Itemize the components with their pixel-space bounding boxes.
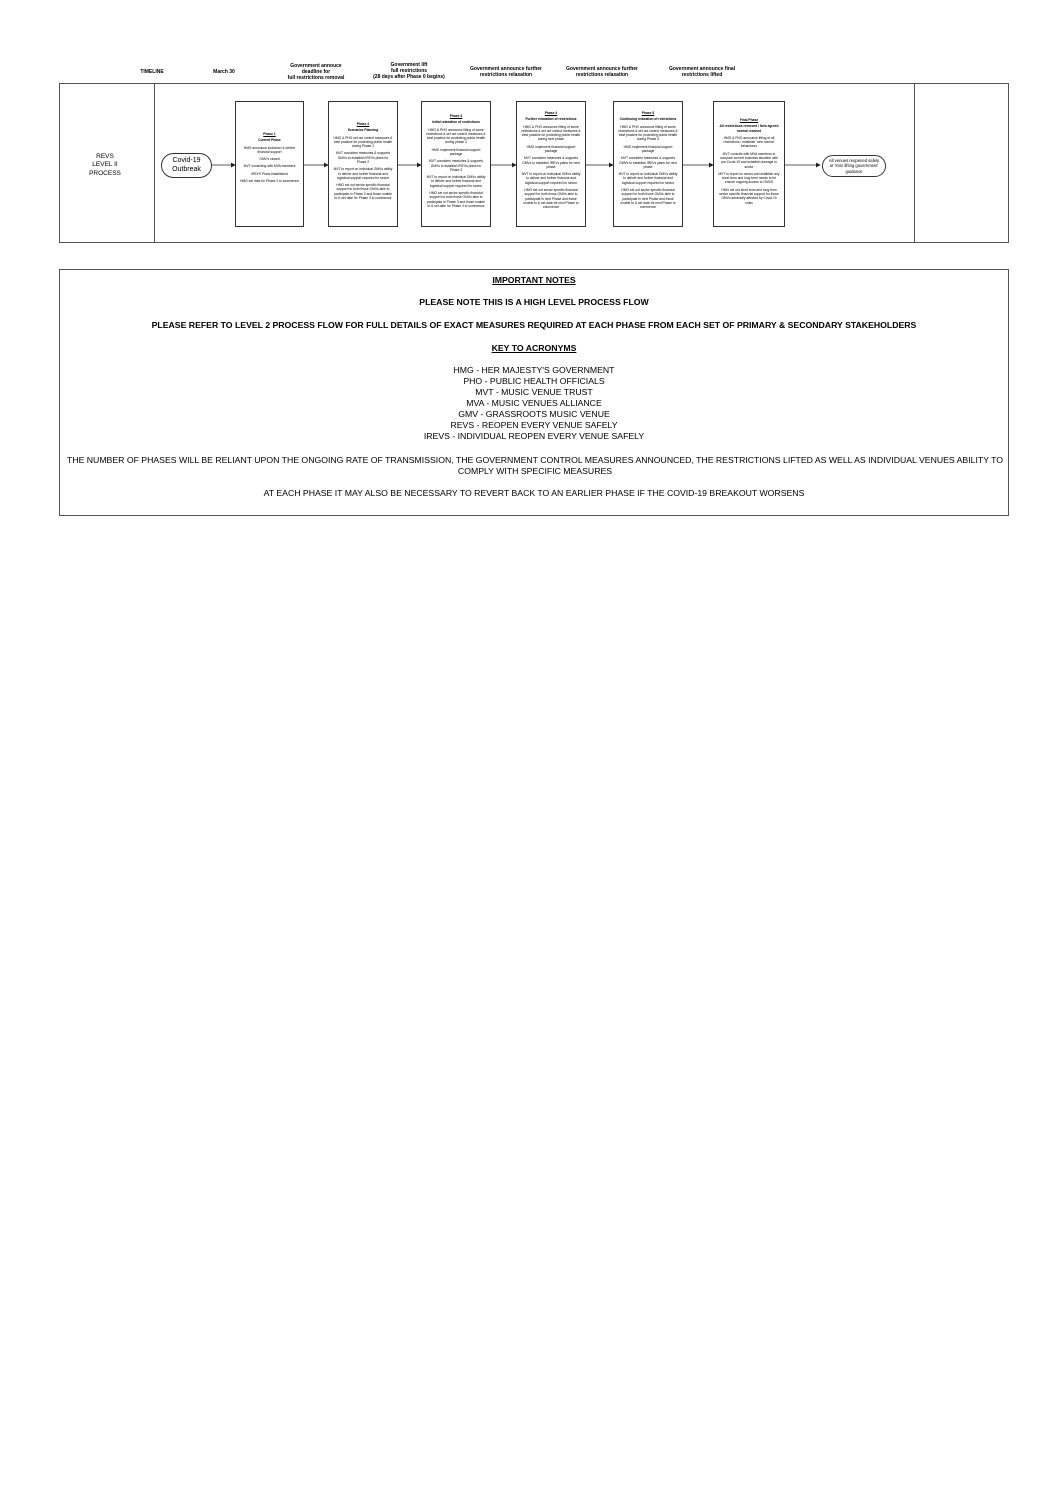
timeline-event-1: March 30 (213, 69, 235, 75)
phase-step: HMG announce lockdown & deliver financial support (243, 145, 296, 154)
phase-4-box (516, 101, 586, 227)
phase-step: HMG set out sector specific financial support for both those GMVs able to participate in Phase 2 and those unable to & set date for Phase 3 to commence (334, 183, 392, 200)
phase-step: HMG set out short term and long term sector specific financial support for those GMVs adversely affected by Covid-19 crisis (719, 187, 779, 205)
phase-5-box (613, 101, 683, 227)
acronym-item: GMV - GRASSROOTS MUSIC VENUE (458, 409, 610, 419)
phase-subtitle: Current Phase (258, 138, 281, 143)
notes-refer-level2: PLEASE REFER TO LEVEL 2 PROCESS FLOW FOR FULL DETAILS OF EXACT MEASURES REQUIRED AT EACH PHASE FROM EACH SET OF PRIMARY & SECONDARY STAKEHOLDERS (151, 320, 917, 330)
phase-step: MVT to report on individual GMVs ability to deliver and further financial and logistical support required for sector (333, 167, 393, 180)
phase-step: HMG implement financial support package (623, 144, 673, 153)
timeline-event-6: Government announce final restrictions lifted (668, 66, 736, 78)
timeline-event-5: Government announce further restrictions relaxation (566, 66, 638, 78)
lane-label-line: LEVEL II (92, 161, 118, 169)
acronyms-heading: KEY TO ACRONYMS (491, 343, 577, 353)
phase-subtitle: Further relaxation of restrictions (525, 117, 577, 122)
phase-step: MVT considers measures & supports GMVs to establish IREVs plans for Phase 3 (429, 159, 483, 172)
phase-step: HMG & PHO announce lifting of some restrictions & set out control measures & best practice for protecting public health during next phase (521, 124, 581, 142)
phase-step: MVT to report on individual GMVs ability to deliver and further financial and logistical support required for sector (618, 172, 678, 185)
phase-step: HMG & PHO set out control measures & best practice for protecting public health during Phase 2 (333, 135, 393, 149)
phase-3-box (421, 101, 491, 227)
phase-step: HMG & PHO announce lifting of some restrictions & set out control measures & best practice for protecting public health during phase 3 (426, 127, 486, 145)
phase-step: IREVS Plans established (251, 171, 288, 176)
phase-title: Phase 3 (449, 114, 463, 118)
acronym-item: MVT - MUSIC VENUE TRUST (475, 387, 593, 397)
phase-subtitle: Scenarios Planning (347, 128, 379, 133)
phase-step: HMG implement financial support package (431, 147, 481, 156)
phase-step: HMG & PHO announce lifting of all restrictions / establish 'new normal' behaviours (723, 135, 775, 149)
acronym-item: MVA - MUSIC VENUES ALLIANCE (466, 398, 602, 408)
phase-step: HMG set date for Phase 2 to commence (240, 178, 299, 183)
phase-title: Phase 2 (356, 122, 370, 126)
phase-subtitle: Continuing relaxation of restrictions (619, 117, 677, 122)
phases-note: THE NUMBER OF PHASES WILL BE RELIANT UPON THE ONGOING RATE OF TRANSMISSION, THE GOVERNMENT CONTROL MEASURES ANNOUNCED, THE RESTRICTIONS LIFTED AS WELL AS INDIVIDUAL VENUES ABILITY TO COMPLY WITH SPECIFIC MEASURES (66, 455, 1003, 477)
phase-step: GMV's closed (259, 157, 280, 162)
phase-2-box (328, 101, 398, 227)
timeline-event-3: Government lift full restrictions (28 days after Phase 0 begins) (373, 62, 445, 80)
important-notes-panel (59, 269, 1009, 516)
phase-step: HMG set out sector specific financial support for both those GMVs able to participate in next Phase and those unable to & set date for next Phase to commence (523, 187, 579, 210)
phase-step: MVT considers measures & supports GMVs to establish IREVs plans for Phase 2 (336, 151, 390, 164)
phase-step: HMG set out sector specific financial support for both those GMVs able to participate in Phase 3 and those unable to & set date for Phase 4 to commence (427, 190, 485, 208)
phase-title: Final Phase (739, 118, 759, 122)
acronym-item: REVS - REOPEN EVERY VENUE SAFELY (450, 420, 618, 430)
phase-subtitle: Initial relaxation of restrictions (432, 120, 480, 125)
timeline-label: TIMELINE (140, 69, 164, 75)
timeline-event-4: Government announce further restrictions relaxation (470, 66, 542, 78)
phase-step: MVT to report on individual GMVs ability to deliver and further financial and logistical support required for sector (426, 175, 486, 188)
lane-label-line: REVS (96, 153, 114, 160)
start-terminator: Covid-19 Outbreak (161, 153, 212, 178)
phase-step: MVT consults with MVA members to compare current business situation with pre-Covid-19 and establish damage to sector (720, 151, 778, 169)
lane-label-line: PROCESS (89, 169, 121, 177)
timeline-event-2: Government annouce deadline for full restrictions removal (287, 63, 345, 81)
phase-title: Phase 4 (544, 111, 558, 115)
revert-note: AT EACH PHASE IT MAY ALSO BE NECESSARY TO REVERT BACK TO AN EARLIER PHASE IF THE COVID-19 BREAKOUT WORSENS (263, 488, 805, 498)
acronym-item: HMG - HER MAJESTY'S GOVERNMENT (453, 365, 615, 375)
phase-title: Phase 1 (263, 132, 276, 136)
notes-heading: IMPORTANT NOTES (492, 275, 576, 285)
notes-high-level: PLEASE NOTE THIS IS A HIGH LEVEL PROCESS FLOW (419, 297, 649, 307)
end-terminator: All venues reopened safely or 'Irvin lifting government' guidance (822, 155, 886, 177)
final-phase-box (713, 101, 785, 227)
phase-step: HMG & PHO announce lifting of some restrictions & set out control measures & best practice for protecting public health during Phase 5 (618, 124, 678, 142)
acronym-item: PHO - PUBLIC HEALTH OFFICIALS (463, 376, 605, 386)
phase-step: HMG implement financial support package (526, 144, 576, 153)
acronym-item: IREVS - INDIVIDUAL REOPEN EVERY VENUE SAFELY (423, 431, 645, 441)
phase-title: Phase 5 (641, 111, 655, 115)
phase-step: MVT consulting with MVA members (243, 164, 296, 169)
phase-1-box (235, 101, 304, 227)
phase-step: MVT considers measures & supports GMVs to establish IREVs plans for next phase (522, 156, 580, 169)
phase-step: MVT to report on sector and establish any short term and long term needs to be ensure ongoing access to GMVS (718, 171, 780, 185)
phase-step: MVT considers measures & supports GMVs to establish IREVs plans for next phase (619, 156, 677, 169)
phase-step: MVT to report on individual GMVs ability to deliver and further financial and logistical support required for sector (521, 172, 581, 185)
phase-subtitle: All restrictions removed / New agreed normal reached (719, 124, 779, 133)
phase-step: HMG set out sector specific financial support for both those GMVs able to participate in next Phase and those unable to & set date for next Phase to commence (620, 187, 676, 210)
